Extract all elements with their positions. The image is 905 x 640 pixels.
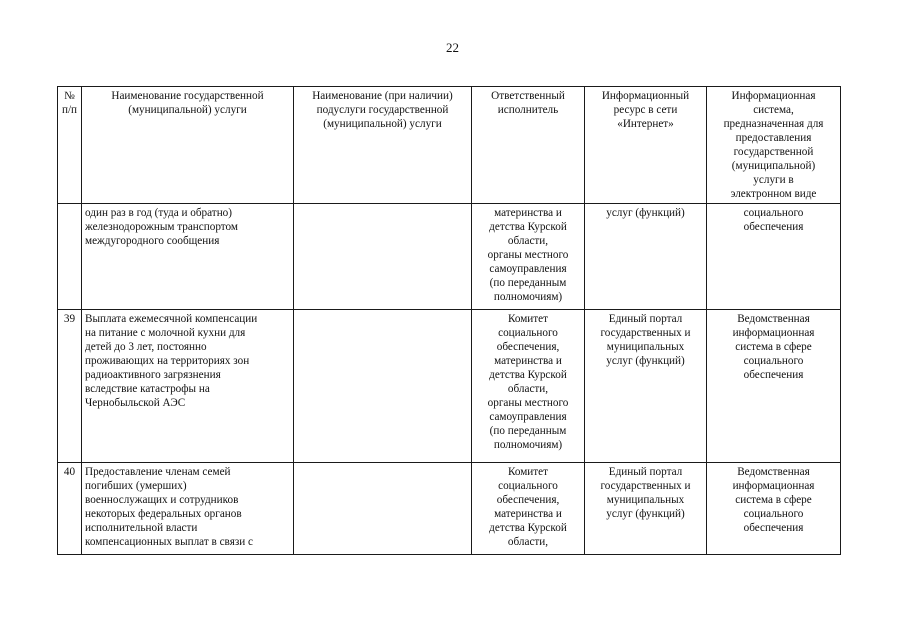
row-num: 40 [58,463,82,555]
header-responsible: Ответственный исполнитель [472,87,585,204]
row-responsible: Комитет социального обеспечения, материнства и детства Курской области, [472,463,585,555]
row-info-system: Ведомственная информационная система в сфере социального обеспечения [707,310,841,463]
header-subservice-name: Наименование (при наличии) подуслуги государственной (муниципальной) услуги [294,87,472,204]
table-row [58,463,841,555]
row-num: 39 [58,310,82,463]
table-row [58,310,841,463]
page-number: 22 [446,40,459,55]
header-internet-resource: Информационный ресурс в сети «Интернет» [585,87,707,204]
row-internet-resource: услуг (функций) [585,204,707,310]
row-internet-resource: Единый портал государственных и муниципальных услуг (функций) [585,310,707,463]
services-table [57,86,841,555]
row-responsible: Комитет социального обеспечения, материнства и детства Курской области, органы местного самоуправления (по переданным полномочиям) [472,310,585,463]
row-subservice-name [294,463,472,555]
header-service-name: Наименование государственной (муниципальной) услуги [82,87,294,204]
row-info-system: социального обеспечения [707,204,841,310]
row-num [58,204,82,310]
row-subservice-name [294,310,472,463]
row-subservice-name [294,204,472,310]
row-info-system: Ведомственная информационная система в сфере социального обеспечения [707,463,841,555]
row-service-name: один раз в год (туда и обратно) железнодорожным транспортом междугородного сообщения [82,204,294,310]
row-service-name: Выплата ежемесячной компенсации на питание с молочной кухни для детей до 3 лет, постоянно проживающих на территориях зон радиоактивного загрязнения вследствие катастрофы на Чернобыльской АЭС [82,310,294,463]
table-header-row [58,87,841,204]
header-num: № п/п [58,87,82,204]
header-info-system: Информационная система, предназначенная для предоставления государственной (муниципальной) услуги в электронном виде [707,87,841,204]
row-responsible: материнства и детства Курской области, органы местного самоуправления (по переданным полномочиям) [472,204,585,310]
row-service-name: Предоставление членам семей погибших (умерших) военнослужащих и сотрудников некоторых федеральных органов исполнительной власти компенсационных выплат в связи с [82,463,294,555]
row-internet-resource: Единый портал государственных и муниципальных услуг (функций) [585,463,707,555]
table-row [58,204,841,310]
